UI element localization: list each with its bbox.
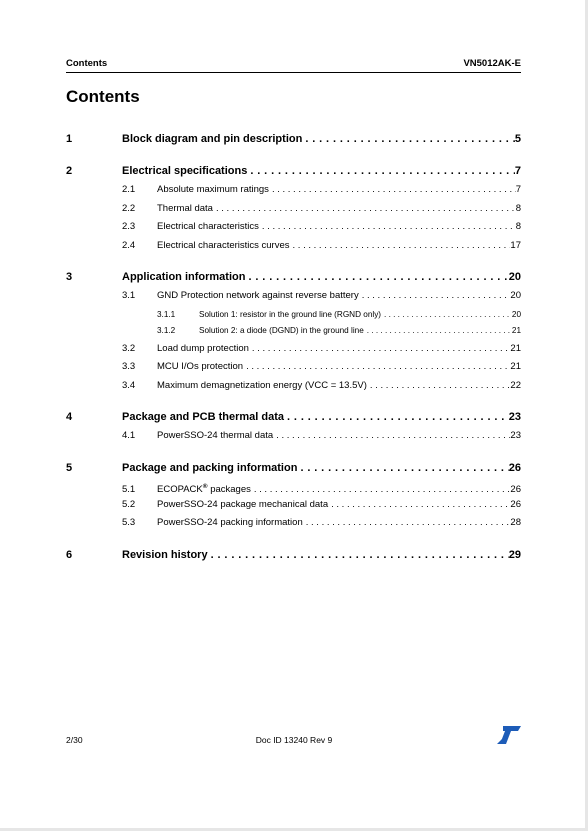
toc-title: Electrical specifications xyxy=(122,165,248,177)
toc-page: 20 xyxy=(511,310,521,319)
toc-entry-3-3[interactable] xyxy=(66,361,521,373)
toc-leader xyxy=(213,203,516,215)
toc-entry-2-1[interactable] xyxy=(66,184,521,196)
toc-entry-6[interactable] xyxy=(66,548,521,562)
toc-leader xyxy=(269,184,516,196)
toc-leader xyxy=(273,430,510,442)
toc-leader xyxy=(290,240,511,252)
toc-title: Maximum demagnetization energy (VCC = 13.5V) xyxy=(157,380,367,391)
toc-page: 7 xyxy=(514,165,521,177)
toc-page: 5 xyxy=(514,133,521,145)
toc-title-rest: packages xyxy=(207,484,251,496)
toc-title: Block diagram and pin description xyxy=(122,133,303,145)
toc-entry-2-2[interactable] xyxy=(66,203,521,215)
toc-title: Package and PCB thermal data xyxy=(122,411,285,423)
toc-leader xyxy=(359,290,511,302)
toc-entry-3-1[interactable] xyxy=(66,290,521,302)
running-header-doc-id: VN5012AK-E xyxy=(463,58,521,69)
toc-number: 2 xyxy=(66,165,73,177)
toc-title: Electrical characteristics curves xyxy=(157,240,290,251)
toc-number: 5 xyxy=(66,462,73,474)
toc-leader xyxy=(243,361,510,373)
footer-page-number: 2/30 xyxy=(66,735,83,745)
toc-number: 6 xyxy=(66,549,73,561)
toc-page: 23 xyxy=(510,430,521,441)
toc-page: 26 xyxy=(510,499,521,510)
toc-page: 20 xyxy=(508,271,521,283)
toc-leader xyxy=(328,499,510,511)
toc-number: 5.2 xyxy=(122,499,136,510)
page-title: Contents xyxy=(66,87,140,106)
toc-title: Package and packing information xyxy=(122,462,298,474)
toc-page: 28 xyxy=(510,517,521,528)
toc-entry-3-1-2[interactable] xyxy=(66,325,521,336)
toc-entry-3-2[interactable] xyxy=(66,343,521,355)
toc-title: Solution 1: resistor in the ground line (RGND only) xyxy=(199,310,382,319)
running-header-section: Contents xyxy=(66,58,108,69)
toc-entry-4-1[interactable] xyxy=(66,430,521,442)
toc-number: 5.3 xyxy=(122,517,136,528)
toc-entry-5-2[interactable] xyxy=(66,499,521,511)
toc-title: Thermal data xyxy=(157,203,213,214)
toc-title xyxy=(157,481,251,496)
toc-title: Load dump protection xyxy=(157,343,249,354)
toc-title: Solution 2: a diode (DGND) in the ground line xyxy=(199,326,364,335)
toc-entry-2[interactable] xyxy=(66,164,521,178)
toc-leader xyxy=(284,410,509,424)
toc-entry-5-3[interactable] xyxy=(66,517,521,529)
toc-page: 22 xyxy=(510,380,521,391)
toc-page: 8 xyxy=(515,221,521,232)
toc-entry-5[interactable] xyxy=(66,461,521,475)
toc-page: 23 xyxy=(508,411,521,423)
toc-entry-4[interactable] xyxy=(66,410,521,424)
toc-leader xyxy=(259,221,516,233)
toc-title: PowerSSO-24 thermal data xyxy=(157,430,274,441)
toc-leader xyxy=(208,548,509,562)
toc-number: 3.1.2 xyxy=(157,326,176,335)
toc-number: 5.1 xyxy=(122,484,136,496)
toc-number: 4.1 xyxy=(122,430,136,441)
toc-number: 2.1 xyxy=(122,184,136,195)
toc-page: 26 xyxy=(510,484,521,496)
toc-leader xyxy=(302,132,515,146)
header-rule xyxy=(66,72,521,73)
st-logo-icon xyxy=(497,726,521,744)
toc-number: 3.3 xyxy=(122,361,136,372)
toc-leader xyxy=(247,164,515,178)
toc-page: 26 xyxy=(508,462,521,474)
toc-leader xyxy=(303,517,511,529)
toc-page: 29 xyxy=(508,549,521,561)
toc-leader xyxy=(245,270,508,284)
toc-entry-5-1[interactable] xyxy=(66,481,521,496)
toc-leader xyxy=(364,325,512,336)
toc-title: GND Protection network against reverse battery xyxy=(157,290,359,301)
toc-title: Application information xyxy=(122,271,246,283)
toc-page: 8 xyxy=(515,203,521,214)
toc-leader xyxy=(381,309,512,320)
toc-entry-1[interactable] xyxy=(66,132,521,146)
toc-number: 3.4 xyxy=(122,380,136,391)
toc-number: 2.4 xyxy=(122,240,136,251)
footer-doc-ref: Doc ID 13240 Rev 9 xyxy=(255,735,333,745)
toc-entry-3-1-1[interactable] xyxy=(66,309,521,320)
toc-title: PowerSSO-24 packing information xyxy=(157,517,303,528)
toc-title: Revision history xyxy=(122,549,208,561)
toc-number: 3.2 xyxy=(122,343,136,354)
toc-title: Electrical characteristics xyxy=(157,221,259,232)
toc-leader xyxy=(251,484,511,496)
toc-title-main: ECOPACK xyxy=(157,484,203,496)
toc-number: 1 xyxy=(66,133,73,145)
toc-entry-2-4[interactable] xyxy=(66,240,521,252)
registered-mark: ® xyxy=(202,483,208,490)
toc-page: 21 xyxy=(510,361,521,372)
toc-number: 4 xyxy=(66,411,73,423)
toc-number: 3.1 xyxy=(122,290,136,301)
toc-number: 3.1.1 xyxy=(157,310,176,319)
toc-page: 21 xyxy=(510,343,521,354)
toc-leader xyxy=(367,380,511,392)
toc-number: 3 xyxy=(66,271,73,283)
toc-entry-3[interactable] xyxy=(66,270,521,284)
toc-page: 17 xyxy=(510,240,521,251)
toc-leader xyxy=(297,461,508,475)
toc-leader xyxy=(249,343,511,355)
toc-page: 21 xyxy=(511,326,521,335)
toc-title: Absolute maximum ratings xyxy=(157,184,269,195)
toc-number: 2.3 xyxy=(122,221,136,232)
toc-entry-2-3[interactable] xyxy=(66,221,521,233)
toc-entry-3-4[interactable] xyxy=(66,380,521,392)
toc-title: PowerSSO-24 package mechanical data xyxy=(157,499,329,510)
toc-page: 20 xyxy=(510,290,521,301)
toc-number: 2.2 xyxy=(122,203,136,214)
toc-title: MCU I/Os protection xyxy=(157,361,244,372)
toc-page: 7 xyxy=(515,184,521,195)
